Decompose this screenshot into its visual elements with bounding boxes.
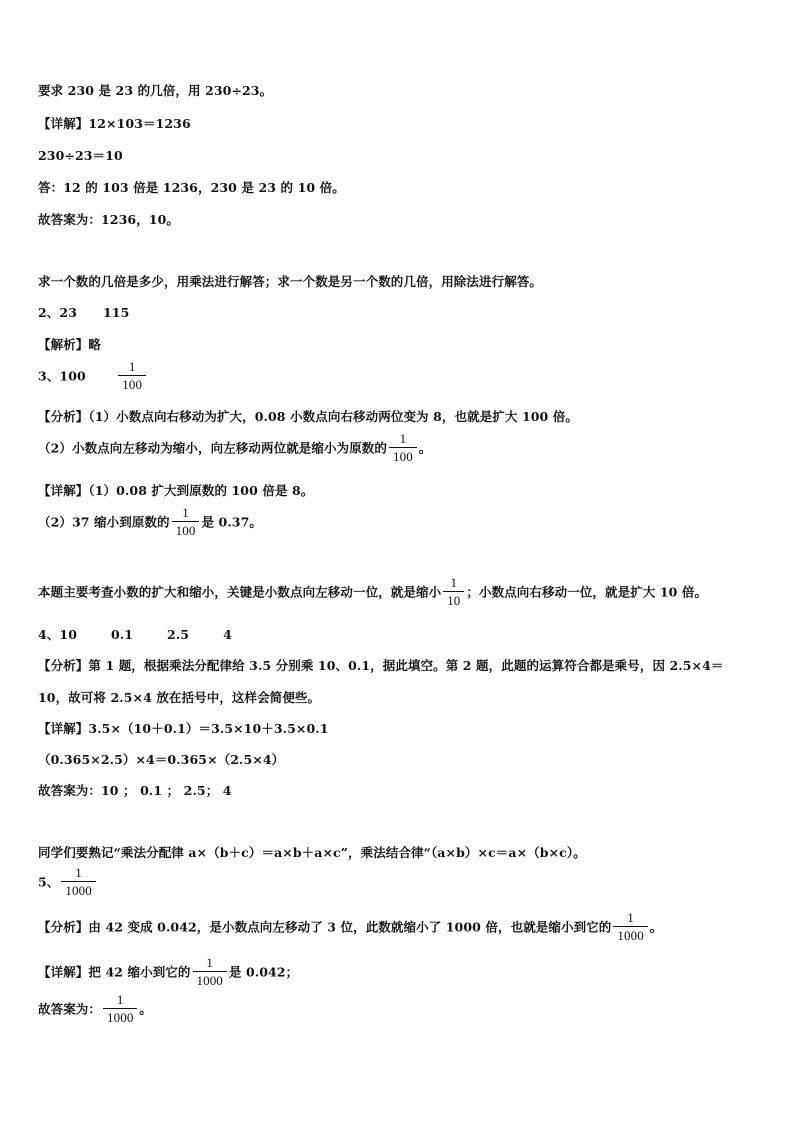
text-line: 【详解】12×103＝1236 [38, 116, 191, 131]
fraction: $\frac{1}{10}$ [443, 576, 464, 607]
fraction: $\frac{1}{1000}$ [103, 993, 137, 1024]
text-line: 230÷23＝10 [38, 148, 123, 163]
text-line: 【详解】把 42 缩小到它的 $\frac{1}{1000}$ 是 0.042； [38, 955, 299, 988]
text-line: 故答案为：1236，10。 [38, 212, 179, 227]
text-line: （2）小数点向左移动为缩小，向左移动两位就是缩小为原数的 $\frac{1}{100}$ 。 [38, 431, 432, 464]
text-line: 同学们要熟记“乘法分配律 a×（b＋c）＝a×b＋a×c”，乘法结合律“（a×b）×c＝a×（b×c）。 [38, 845, 586, 860]
text-line: 故答案为： $\frac{1}{1000}$ 。 [38, 992, 153, 1025]
answer-value: 115 [103, 305, 130, 320]
text-line: 求一个数的几倍是多少，用乘法进行解答；求一个数是另一个数的几倍，用除法进行解答。 [38, 274, 543, 289]
text-line: 【详解】3.5×（10＋0.1）＝3.5×10＋3.5×0.1 [38, 721, 329, 736]
text-line: 要求 230 是 23 的几倍，用 230÷23。 [38, 83, 273, 98]
fraction: $\frac{1}{100}$ [172, 506, 200, 537]
text-line: （0.365×2.5）×4＝0.365×（2.5×4） [38, 752, 285, 767]
answer-line [38, 303, 129, 321]
answer-line: 4、10 0.1 2.5 4 [38, 627, 232, 642]
fraction: $\frac{1}{1000}$ [61, 866, 95, 897]
text-line: 【详解】（1）0.08 扩大到原数的 100 倍是 8。 [38, 483, 314, 498]
fraction: $\frac{1}{1000}$ [193, 956, 227, 987]
text-line: 10，故可将 2.5×4 放在括号中，这样会简便些。 [38, 690, 321, 705]
text-line: 【解析】略 [38, 337, 102, 352]
fraction: $\frac{1}{100}$ [118, 360, 146, 391]
fraction: $\frac{1}{100}$ [389, 432, 417, 463]
fraction: $\frac{1}{1000}$ [613, 911, 647, 942]
text-line: 故答案为：10 ； 0.1 ； 2.5； 4 [38, 783, 232, 798]
text-line: 【分析】（1）小数点向右移动为扩大，0.08 小数点向右移动两位变为 8，也就是扩大 100 倍。 [38, 409, 578, 424]
text-line: （2）37 缩小到原数的 $\frac{1}{100}$ 是 0.37。 [38, 505, 262, 538]
text-line: 本题主要考查小数的扩大和缩小，关键是小数点向左移动一位，就是缩小 $\frac{1}{10}$ ；小数点向右移动一位，就是扩大 10 倍。 [38, 575, 708, 608]
answer-number: 3、100 [38, 368, 86, 384]
text-line: 【分析】第 1 题，根据乘法分配律给 3.5 分别乘 10、0.1，据此填空。第 2 题，此题的运算符合都是乘号，因 2.5×4＝ [38, 658, 724, 673]
text-line: 【分析】由 42 变成 0.042，是小数点向左移动了 3 位，此数就缩小了 1000 倍，也就是缩小到它的 $\frac{1}{1000}$ 。 [38, 910, 663, 943]
answer-line [38, 360, 148, 391]
text-line: 答：12 的 103 倍是 1236，230 是 23 的 10 倍。 [38, 180, 345, 195]
answer-line: 5、 $\frac{1}{1000}$ [38, 866, 98, 897]
answer-number: 2、23 [38, 305, 77, 320]
